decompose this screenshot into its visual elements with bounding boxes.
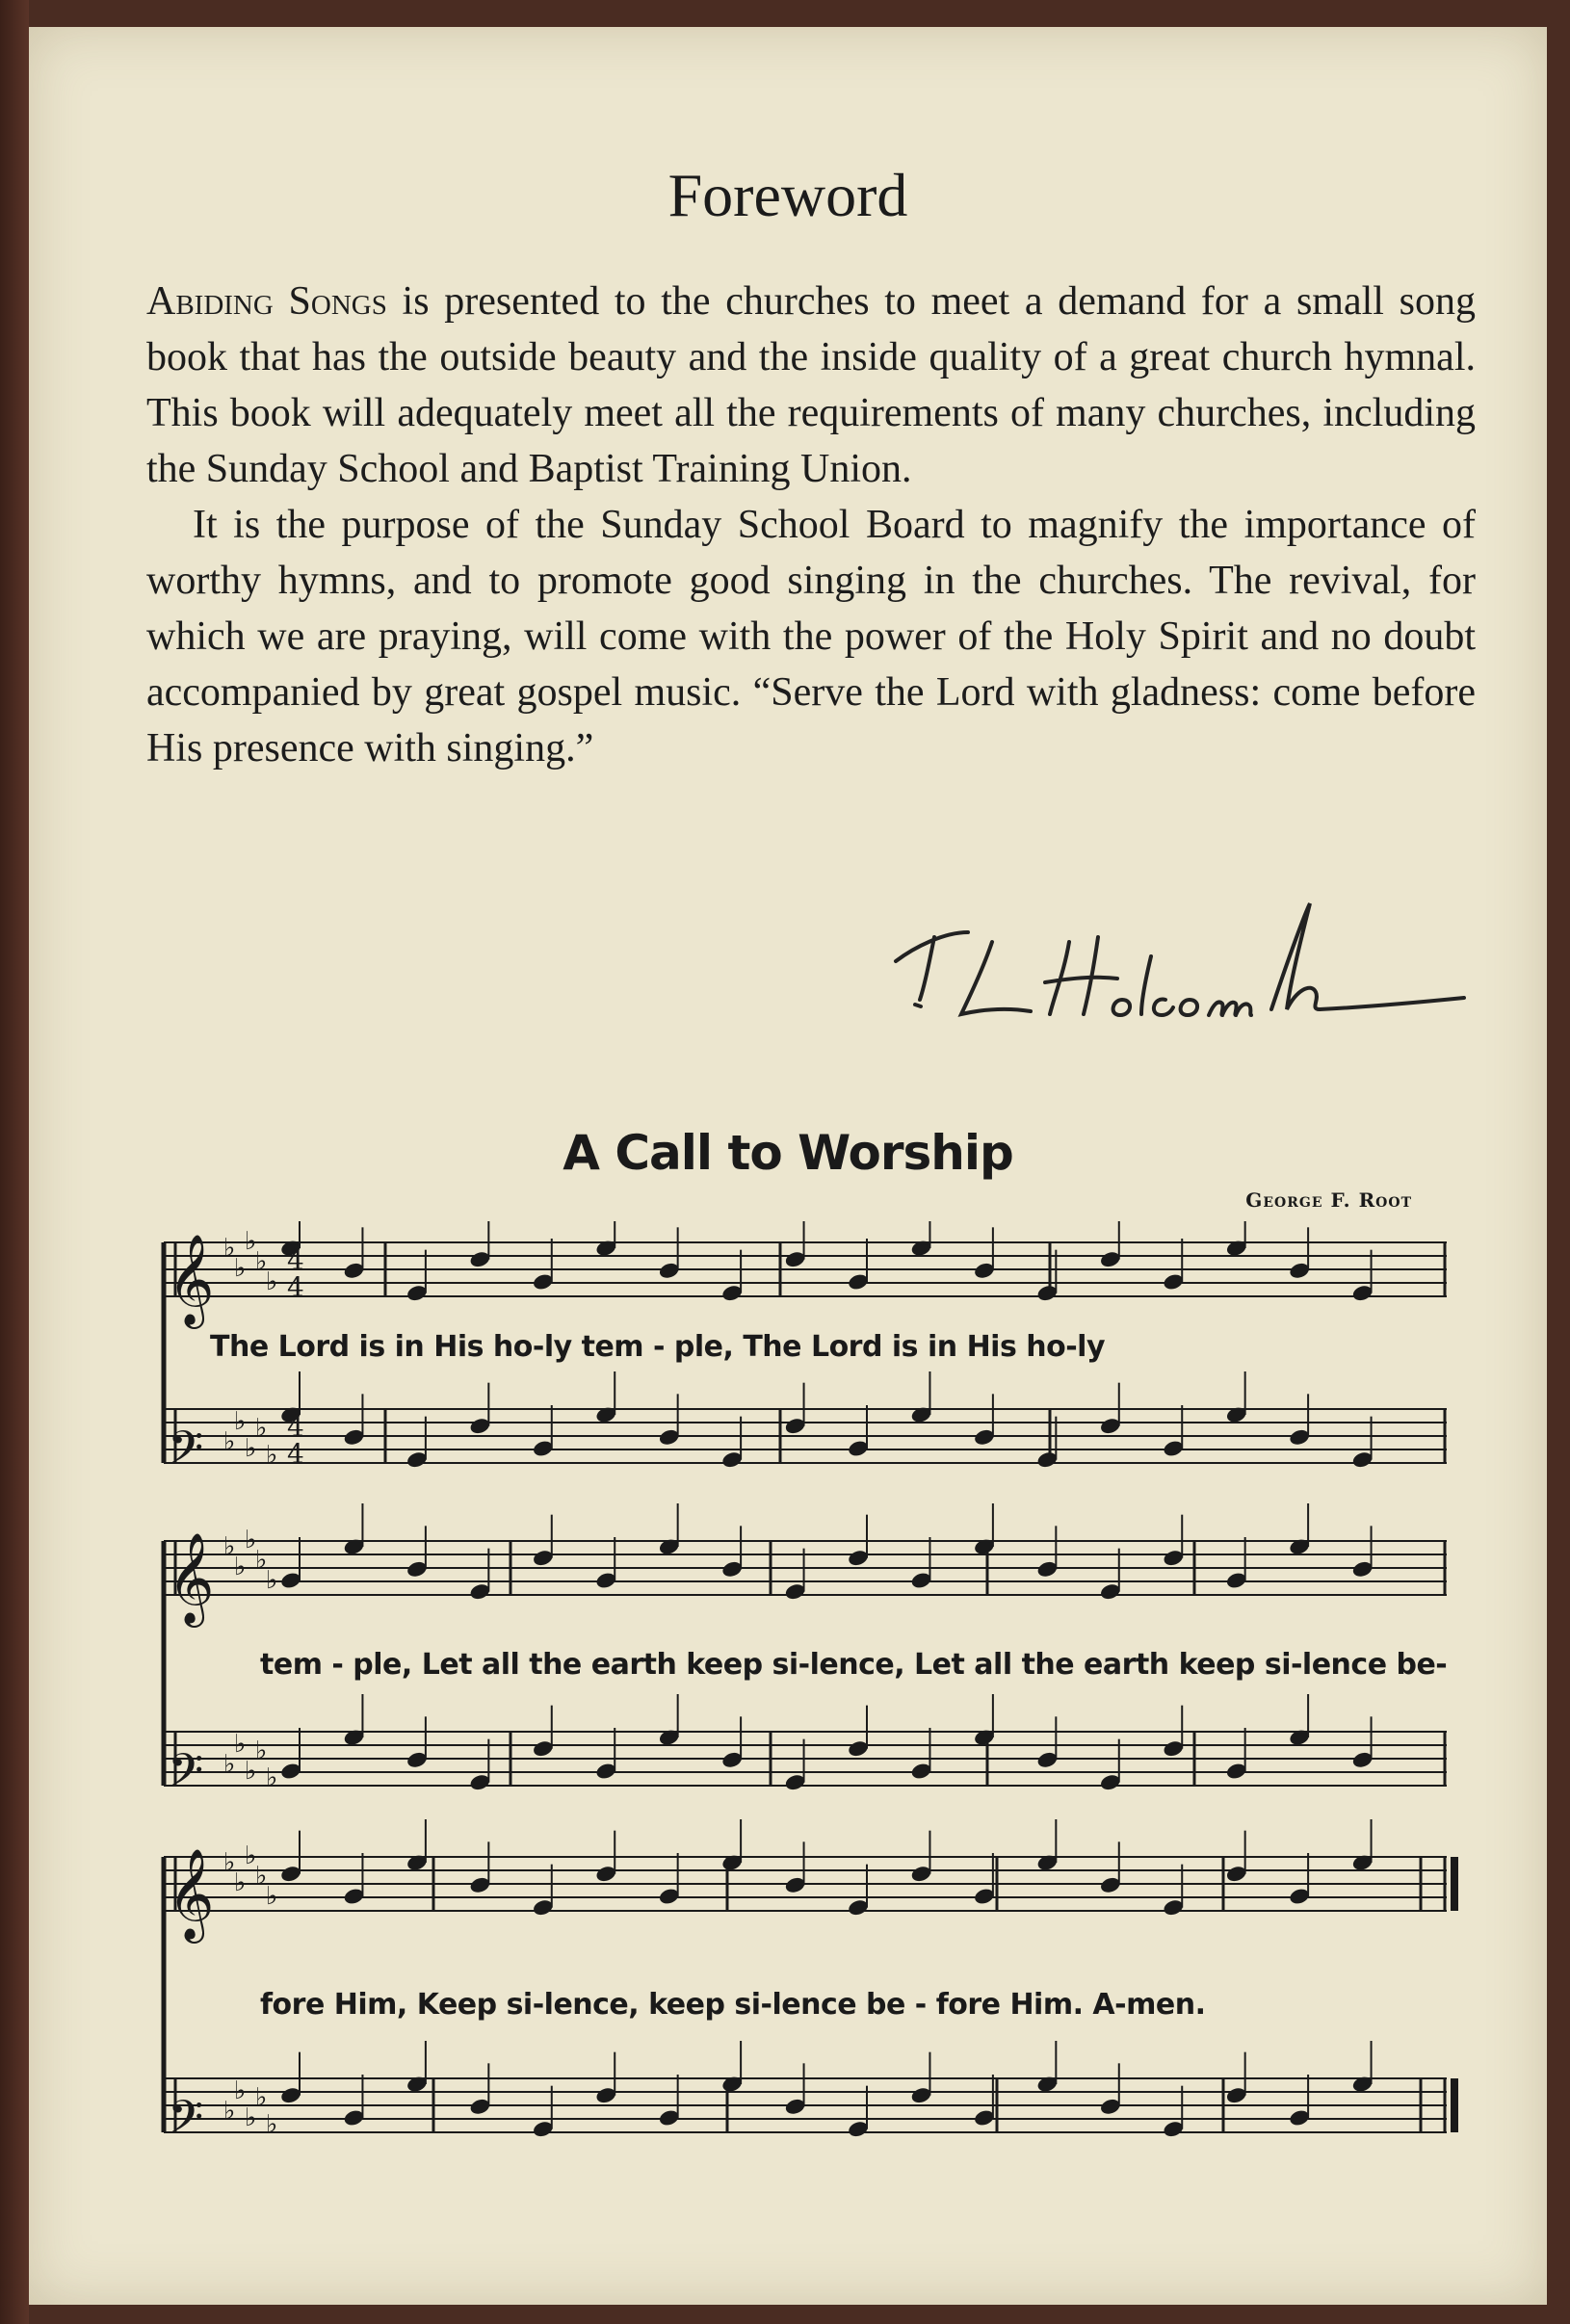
bass-clef-icon: 𝄢 [168, 1421, 204, 1486]
flat-icon: ♭ [255, 2083, 268, 2112]
book-spine [0, 0, 29, 2324]
flat-icon: ♭ [234, 2076, 247, 2105]
treble-clef-icon: 𝄞 [168, 1234, 215, 1325]
composer: George F. Root [1245, 1188, 1412, 1212]
flat-icon: ♭ [234, 1254, 247, 1283]
time-signature-top: 4 [287, 1244, 304, 1276]
flat-icon: ♭ [245, 1526, 257, 1554]
flat-icon: ♭ [266, 1882, 278, 1911]
foreword-paragraph-2: It is the purpose of the Sunday School Board to magnify the importance of worthy hymns, and to promote good singing in the churches. The revival, for which we are praying, will come with the power of the Holy Spirit and no doubt accompanied by great gospel music. “Serve the Lord with gladness: come before His presence with singing.” [146, 503, 1476, 770]
flat-icon: ♭ [255, 1546, 268, 1575]
flat-icon: ♭ [234, 1730, 247, 1759]
flat-icon: ♭ [223, 1427, 236, 1456]
bass-clef-icon: 𝄢 [168, 1743, 204, 1809]
time-signature-bottom: 4 [287, 1438, 304, 1470]
time-signature-top: 4 [287, 1411, 304, 1443]
sheet-music [125, 1221, 1474, 2184]
flat-icon: ♭ [255, 1414, 268, 1443]
page-title: Foreword [667, 161, 908, 229]
flat-icon: ♭ [266, 2110, 278, 2139]
flat-icon: ♭ [223, 1848, 236, 1877]
treble-clef-icon: 𝄞 [168, 1532, 215, 1624]
flat-icon: ♭ [266, 1441, 278, 1470]
flat-icon: ♭ [234, 1407, 247, 1436]
flat-icon: ♭ [245, 1841, 257, 1870]
book-title-lead: Abiding Songs [146, 279, 387, 324]
lyrics-line-3: fore Him, Keep si-lence, keep si-lence be - fore Him. A-men. [260, 1988, 1206, 2022]
flat-icon: ♭ [223, 1532, 236, 1561]
flat-icon: ♭ [245, 1757, 257, 1786]
signature [877, 894, 1474, 1038]
foreword-paragraph-1: Abiding Songs is presented to the churches to meet a demand for a small song book that has the outside beauty and the inside quality of a great church hymnal. This book will adequately meet all the requirements of many churches, including the Sunday School and Baptist Training Union. [146, 279, 1476, 491]
flat-icon: ♭ [255, 1736, 268, 1765]
flat-icon: ♭ [255, 1247, 268, 1276]
hymn-title: A Call to Worship [563, 1125, 1013, 1181]
flat-icon: ♭ [223, 2097, 236, 2126]
flat-icon: ♭ [266, 1267, 278, 1296]
flat-icon: ♭ [255, 1862, 268, 1891]
flat-icon: ♭ [245, 1434, 257, 1463]
flat-icon: ♭ [245, 2103, 257, 2132]
flat-icon: ♭ [223, 1750, 236, 1779]
bass-clef-icon: 𝄢 [168, 2090, 204, 2155]
treble-clef-icon: 𝄞 [168, 1848, 215, 1940]
flat-icon: ♭ [266, 1763, 278, 1792]
lyrics-line-2: tem - ple, Let all the earth keep si-lence, Let all the earth keep si-lence be- [260, 1648, 1448, 1682]
flat-icon: ♭ [234, 1868, 247, 1897]
foreword-text [146, 274, 1476, 776]
flat-icon: ♭ [234, 1553, 247, 1581]
flat-icon: ♭ [223, 1234, 236, 1263]
flat-icon: ♭ [245, 1227, 257, 1256]
time-signature-bottom: 4 [287, 1271, 304, 1303]
lyrics-line-1: The Lord is in His ho-ly tem - ple, The Lord is in His ho-ly [210, 1330, 1106, 1364]
flat-icon: ♭ [266, 1566, 278, 1595]
page [29, 27, 1547, 2305]
